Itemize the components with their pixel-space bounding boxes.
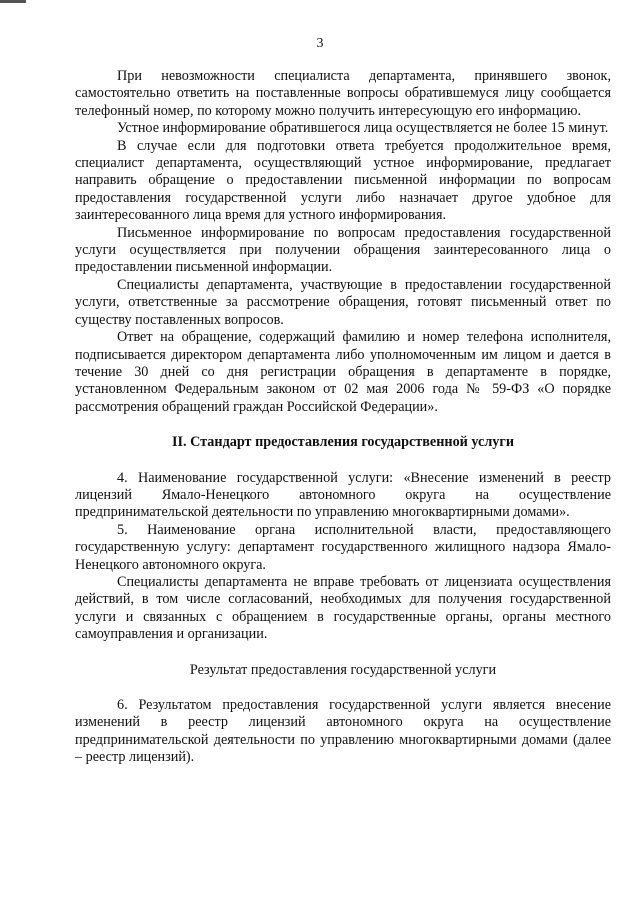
paragraph-no-specialist: При невозможности специалиста департамента, принявшего звонок, самостоятельно ответить на поставленные вопросы обратившемуся лицу сообщается телефонный номер, по которому можно получить интересующую его информацию.	[75, 68, 611, 119]
paragraph-no-extra-requirements: Специалисты департамента не вправе требовать от лицензиата осуществления действий, в том числе согласований, необходимых для получения государственной услуги и связанных с обращением в государственные органы, органы местного самоуправления и организации.	[75, 573, 611, 643]
paragraph-answer-signing: Ответ на обращение, содержащий фамилию и номер телефона исполнителя, подписывается директором департамента либо уполномоченным им лицом и дается в течение 30 дней со дня регистрации обращения в департаменте в порядке, установленном Федеральным законом от 02 мая 2006 года № 59-ФЗ «О порядке рассмотрения обращений граждан Российской Федерации».	[75, 329, 611, 415]
paragraph-specialists-answer: Специалисты департамента, участвующие в предоставлении государственной услуги, ответственные за рассмотрение обращения, готовят письменный ответ по существу поставленных вопросов.	[75, 276, 611, 328]
paragraph-oral-duration: Устное информирование обратившегося лица осуществляется не более 15 минут.	[117, 120, 609, 137]
paragraph-service-result: 6. Результатом предоставления государственной услуги является внесение изменений в реестр лицензий автономного округа на осуществление предпринимательской деятельности по управлению многоквартирными домами (далее – реестр лицензий).	[75, 697, 611, 766]
document-body	[75, 68, 611, 767]
paragraph-long-preparation: В случае если для подготовки ответа требуется продолжительное время, специалист департамента, осуществляющий устное информирование, предлагает направить обращение о предоставлении письменной информации по вопросам предоставления государственной услуги либо назначает другое удобное для заинтересованного лица время для устного информирования.	[75, 137, 611, 224]
page-number: 3	[316, 36, 324, 51]
paragraph-written-info: Письменное информирование по вопросам предоставления государственной услуги осуществляется при получении обращения заинтересованного лица о предоставлении письменной информации.	[75, 224, 611, 276]
subsection-heading: Результат предоставления государственной услуги	[189, 661, 497, 678]
paragraph-authority-name: 5. Наименование органа исполнительной власти, предоставляющего государственную услугу: департамент государственного жилищного надзора Ямало-Ненецкого автономного округа.	[75, 521, 611, 573]
scan-corner-mark	[0, 0, 26, 3]
section-heading: II. Стандарт предоставления государственной услуги	[171, 434, 515, 451]
paragraph-service-name: 4. Наименование государственной услуги: «Внесение изменений в реестр лицензий Ямало-Ненецкого автономного округа на осуществление предпринимательской деятельности по управлению многоквартирными домами».	[75, 469, 611, 521]
